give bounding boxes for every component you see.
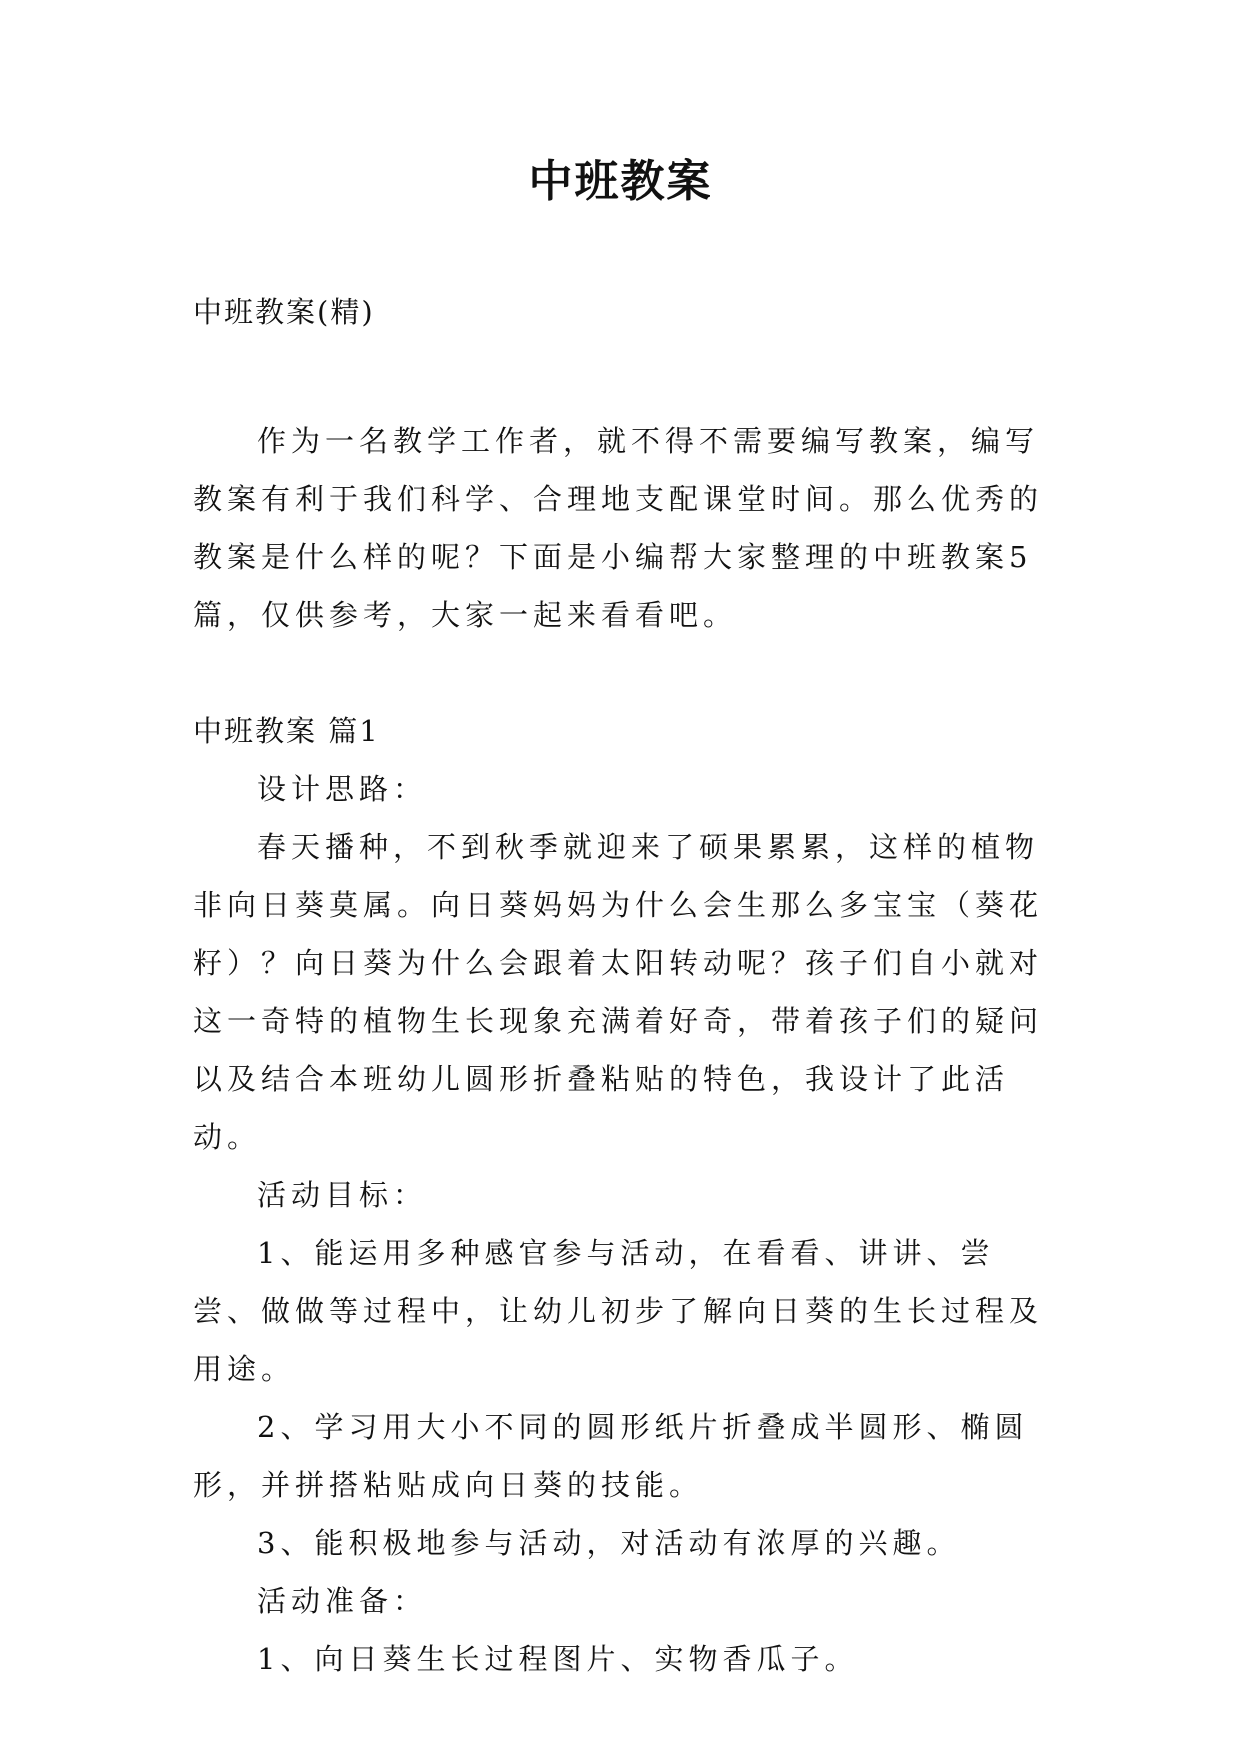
paragraph-goals-heading: 活动目标： [257,1178,428,1212]
document-title: 中班教案 [528,156,713,207]
paragraph-design-text: 春天播种，不到秋季就迎来了硕果累累，这样的植物非向日葵莫属。向日葵妈妈为什么会生那么多宝宝（葵花籽）？向日葵为什么会跟着太阳转动呢？孩子们自小就对这一奇特的植物生长现象充满着好奇，带着孩子们的疑问以及结合本班幼儿圆形折叠粘贴的特色，我设计了此活动。 [193,830,1044,1154]
paragraph-goal-1: 1、能运用多种感官参与活动，在看看、讲讲、尝尝、做做等过程中，让幼儿初步了解向日葵的生长过程及用途。 [193,1236,1044,1386]
paragraph-goal-2: 2、学习用大小不同的圆形纸片折叠成半圆形、椭圆形，并拼搭粘贴成向日葵的技能。 [193,1410,1029,1502]
intro-paragraph: 作为一名教学工作者，就不得不需要编写教案，编写教案有利于我们科学、合理地支配课堂时间。那么优秀的教案是什么样的呢？下面是小编帮大家整理的中班教案5篇，仅供参考，大家一起来看看吧。 [193,424,1044,632]
paragraph-prep-heading: 活动准备： [257,1584,428,1618]
section-body [193,702,1053,1688]
paragraph-goal-3: 3、能积极地参与活动，对活动有浓厚的兴趣。 [257,1526,961,1560]
paragraph-prep-1: 1、向日葵生长过程图片、实物香瓜子。 [257,1642,859,1676]
document-subtitle: 中班教案(精) [193,295,375,329]
section-heading: 中班教案 篇1 [193,714,380,748]
paragraph-design-heading: 设计思路： [257,772,428,806]
